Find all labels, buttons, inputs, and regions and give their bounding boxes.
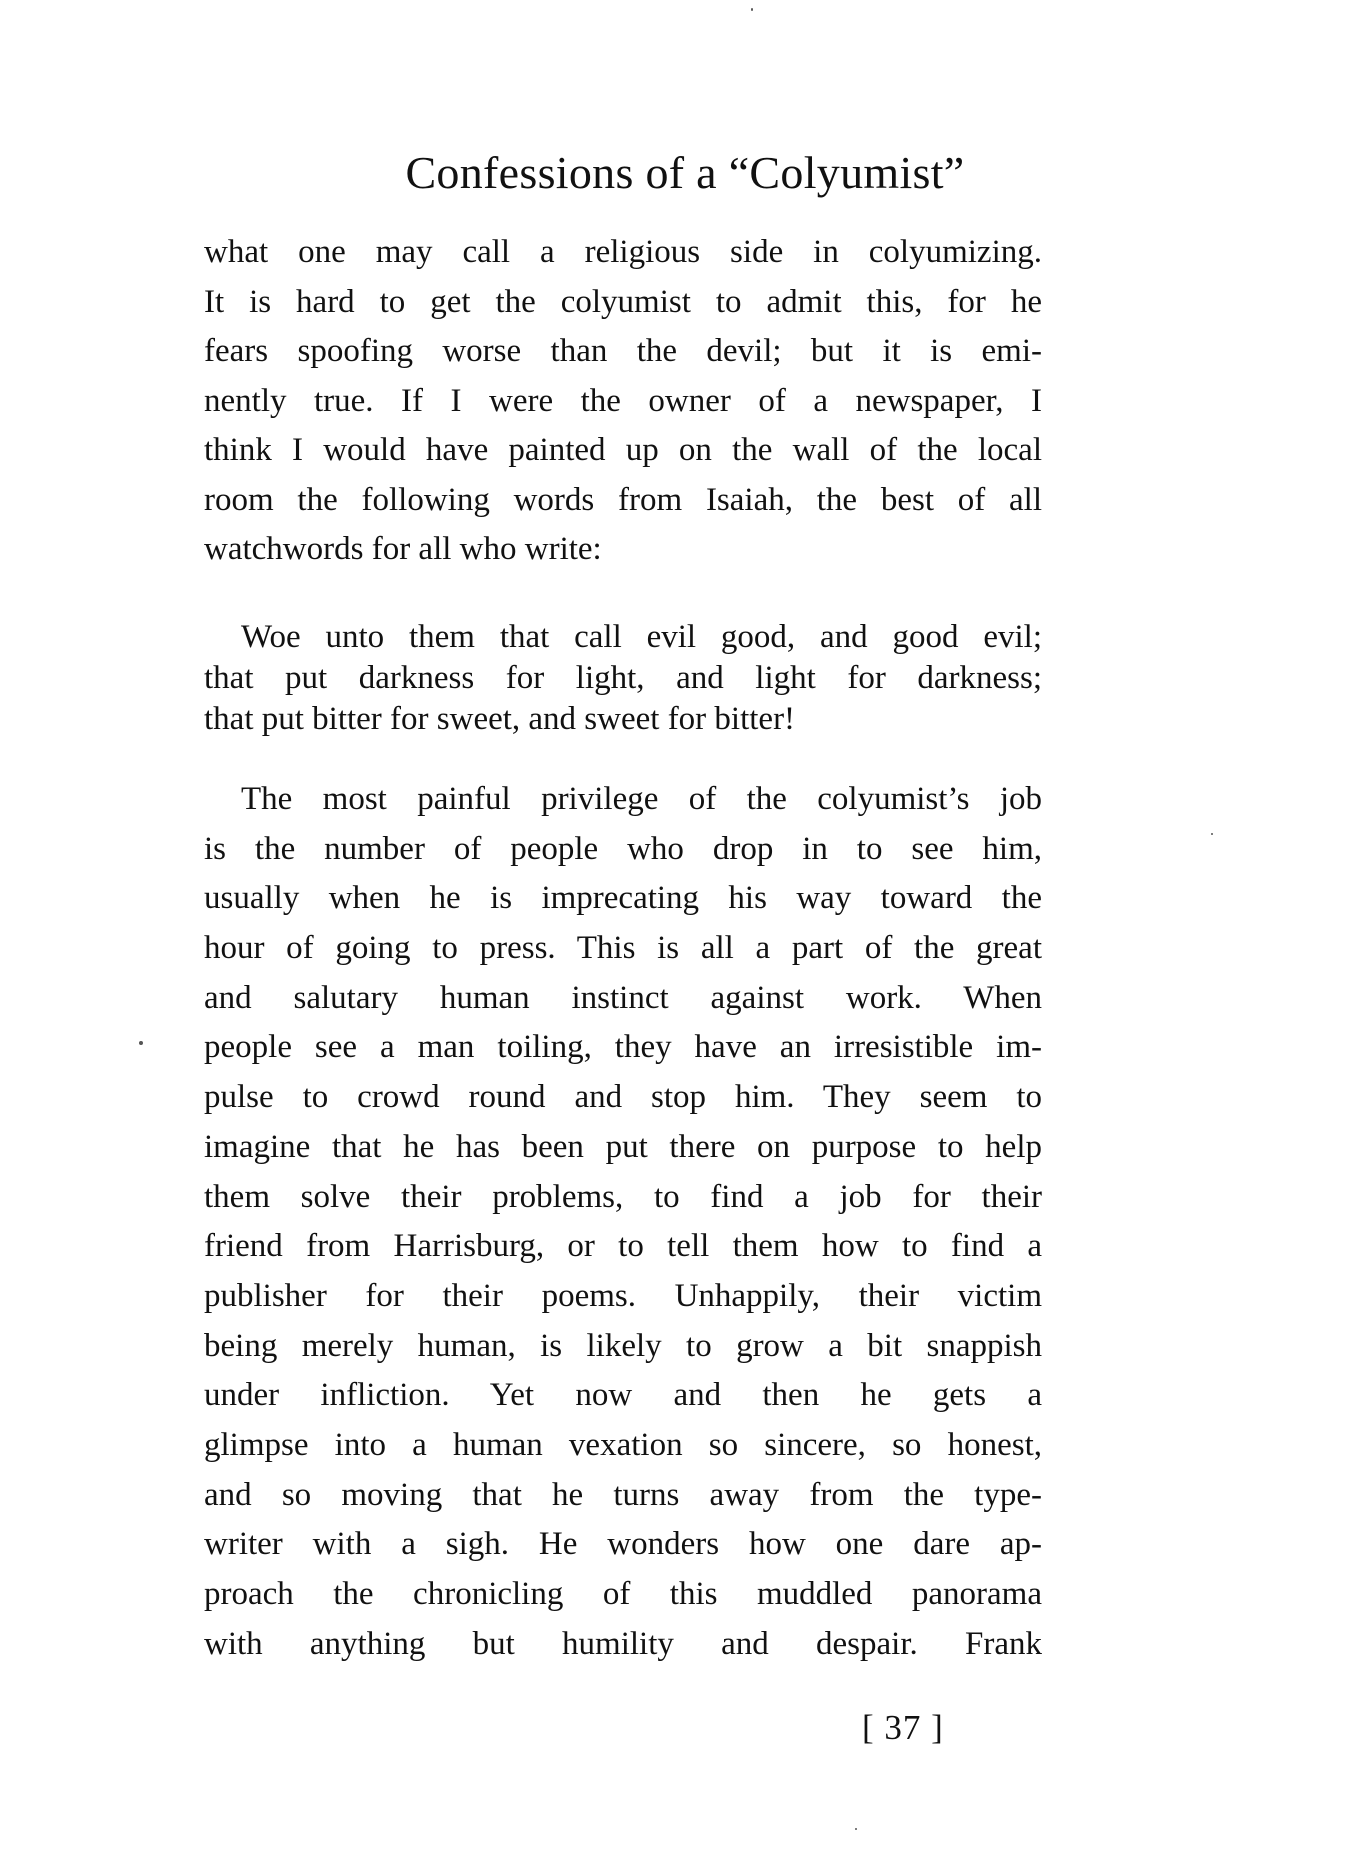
- text-line: under infliction. Yet now and then he gets a: [204, 1377, 1042, 1414]
- text-line: glimpse into a human vexation so sincere, so honest,: [204, 1426, 1042, 1463]
- text-line: The most painful privilege of the colyumist’s job: [241, 781, 1042, 817]
- text-line: what one may call a religious side in colyumizing.: [204, 234, 1042, 270]
- text-line: nently true. If I were the owner of a newspaper, I: [204, 382, 1042, 419]
- isaiah-quotation: [204, 617, 1042, 740]
- quote-line: that put bitter for sweet, and sweet for bitter!: [204, 701, 796, 737]
- paragraph-2: [204, 775, 1042, 1669]
- text-line: friend from Harrisburg, or to tell them how to find a: [204, 1228, 1042, 1265]
- quote-line: Woe unto them that call evil good, and good evil;: [241, 619, 1042, 655]
- text-line: watchwords for all who write:: [204, 531, 602, 567]
- text-line: hour of going to press. This is all a part of the great: [204, 930, 1042, 967]
- scan-speck: [1211, 833, 1213, 835]
- text-line: them solve their problems, to find a job for their: [204, 1178, 1042, 1215]
- scan-speck: [751, 8, 753, 11]
- text-line: imagine that he has been put there on purpose to help: [204, 1128, 1042, 1165]
- text-line: and so moving that he turns away from the type-: [204, 1476, 1042, 1513]
- running-head: Confessions of a “Colyumist”: [405, 147, 965, 198]
- text-line: think I would have painted up on the wall of the local: [204, 432, 1042, 468]
- text-line: It is hard to get the colyumist to admit this, for he: [204, 283, 1042, 320]
- text-line: writer with a sigh. He wonders how one dare ap-: [204, 1526, 1042, 1563]
- quote-line: that put darkness for light, and light for darkness;: [204, 660, 1042, 696]
- text-line: publisher for their poems. Unhappily, their victim: [204, 1277, 1042, 1314]
- text-line: is the number of people who drop in to see him,: [204, 830, 1042, 867]
- text-line: fears spoofing worse than the devil; but it is emi-: [204, 333, 1042, 369]
- text-line: people see a man toiling, they have an irresistible im-: [204, 1029, 1042, 1066]
- scan-speck: [139, 1041, 143, 1045]
- text-line: proach the chronicling of this muddled panorama: [204, 1576, 1042, 1612]
- text-line: with anything but humility and despair. Frank: [204, 1625, 1042, 1662]
- text-line: room the following words from Isaiah, the best of all: [204, 481, 1042, 518]
- text-line: usually when he is imprecating his way toward the: [204, 880, 1042, 917]
- paragraph-1: [204, 228, 1042, 575]
- text-line: pulse to crowd round and stop him. They seem to: [204, 1079, 1042, 1116]
- page-number: [ 37 ]: [862, 1708, 944, 1747]
- text-line: and salutary human instinct against work. When: [204, 979, 1042, 1016]
- scan-speck: [855, 1828, 857, 1830]
- text-line: being merely human, is likely to grow a bit snappish: [204, 1327, 1042, 1364]
